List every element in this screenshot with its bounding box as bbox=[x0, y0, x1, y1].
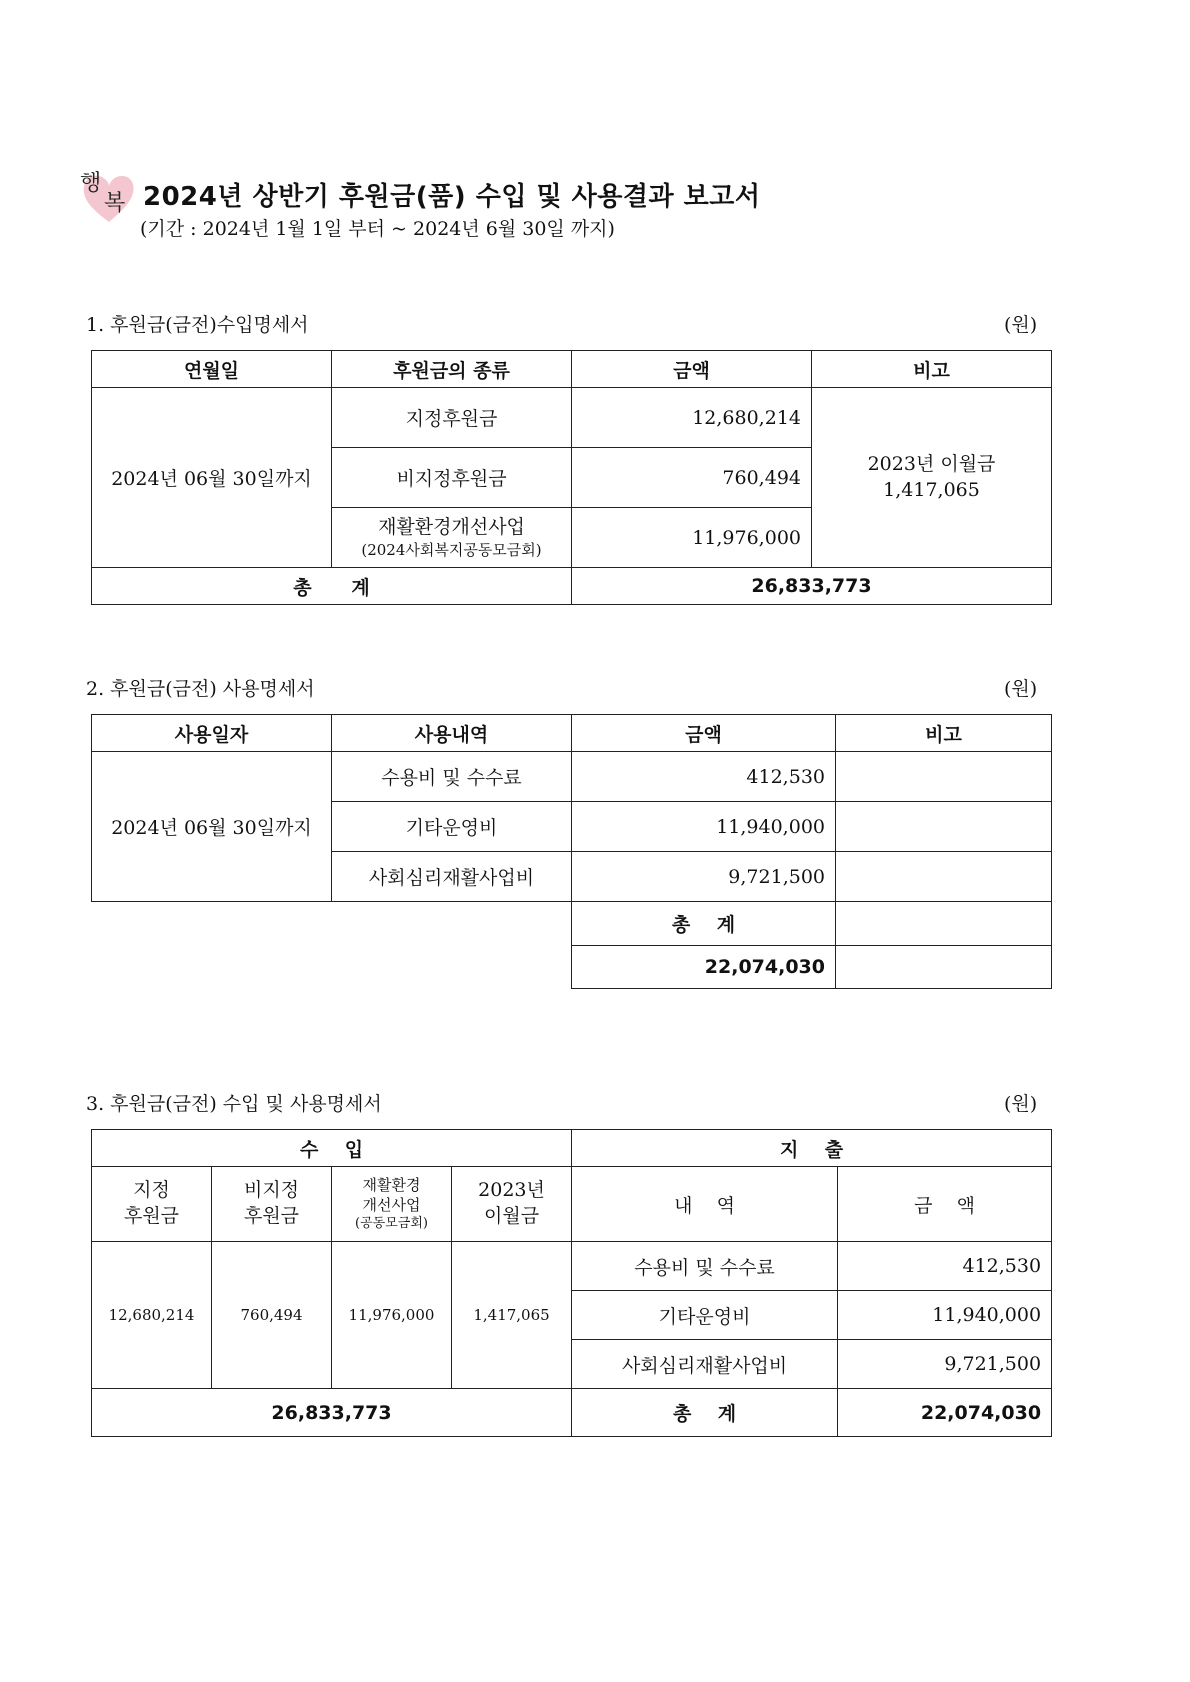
income-type: 재활환경개선사업 bbox=[378, 515, 525, 538]
logo-char-2: 복 bbox=[104, 191, 126, 216]
usage-item: 수용비 및 수수료 bbox=[332, 752, 572, 802]
expense-item: 기타운영비 bbox=[572, 1291, 838, 1340]
col-header-date: 연월일 bbox=[92, 351, 332, 388]
usage-note bbox=[836, 752, 1052, 802]
col-label: 비지정 bbox=[243, 1179, 300, 1202]
expense-item-header: 내 역 bbox=[572, 1167, 838, 1242]
income-col-carryover bbox=[452, 1167, 572, 1242]
income-total: 26,833,773 bbox=[92, 1389, 572, 1437]
expense-total: 22,074,030 bbox=[838, 1389, 1052, 1437]
usage-note bbox=[836, 802, 1052, 852]
col-label: 2023년 bbox=[478, 1179, 545, 1202]
page-title: 2024년 상반기 후원금(품) 수입 및 사용결과 보고서 bbox=[143, 182, 761, 212]
income-type-sub: (2024사회복지공동모금회) bbox=[361, 541, 542, 560]
income-amount: 12,680,214 bbox=[572, 388, 812, 448]
col-label: 재활환경 bbox=[362, 1175, 421, 1194]
income-col-designated bbox=[92, 1167, 212, 1242]
note-line-1: 2023년 이월금 bbox=[867, 452, 996, 475]
expense-amount: 11,940,000 bbox=[838, 1291, 1052, 1340]
usage-item: 사회심리재활사업비 bbox=[332, 852, 572, 902]
income-value: 12,680,214 bbox=[92, 1242, 212, 1389]
summary-table bbox=[91, 1129, 1052, 1437]
expense-header: 지 출 bbox=[572, 1130, 1052, 1167]
table-row bbox=[92, 388, 1052, 448]
col-label: 지정 bbox=[133, 1179, 170, 1202]
usage-amount: 412,530 bbox=[572, 752, 836, 802]
expense-total-label: 총 계 bbox=[572, 1389, 838, 1437]
col-header-amount: 금액 bbox=[572, 351, 812, 388]
expense-item: 수용비 및 수수료 bbox=[572, 1242, 838, 1291]
col-label: 후원금 bbox=[243, 1205, 300, 1227]
income-amount: 11,976,000 bbox=[572, 508, 812, 568]
note-line-2: 1,417,065 bbox=[883, 478, 980, 501]
table-row bbox=[92, 752, 1052, 802]
col-header-item: 사용내역 bbox=[332, 715, 572, 752]
col-label: 후원금 bbox=[123, 1205, 180, 1227]
total-note bbox=[836, 902, 1052, 946]
usage-note bbox=[836, 852, 1052, 902]
col-header-amount: 금액 bbox=[572, 715, 836, 752]
income-value: 1,417,065 bbox=[452, 1242, 572, 1389]
section2-title: 2. 후원금(금전) 사용명세서 bbox=[86, 678, 315, 700]
usage-item: 기타운영비 bbox=[332, 802, 572, 852]
logo-char-1: 행 bbox=[80, 171, 102, 196]
income-date: 2024년 06월 30일까지 bbox=[92, 388, 332, 568]
expense-amount: 9,721,500 bbox=[838, 1340, 1052, 1389]
section1-title: 1. 후원금(금전)수입명세서 bbox=[86, 314, 309, 336]
col-label: 이월금 bbox=[483, 1205, 540, 1227]
income-type: 비지정후원금 bbox=[332, 448, 572, 508]
income-col-undesignated bbox=[212, 1167, 332, 1242]
expense-item: 사회심리재활사업비 bbox=[572, 1340, 838, 1389]
total-label: 총 계 bbox=[92, 568, 572, 605]
income-amount: 760,494 bbox=[572, 448, 812, 508]
col-header-note: 비고 bbox=[812, 351, 1052, 388]
income-type-cell bbox=[332, 508, 572, 568]
total-row bbox=[92, 1389, 1052, 1437]
income-value: 11,976,000 bbox=[332, 1242, 452, 1389]
expense-amount-header: 금 액 bbox=[838, 1167, 1052, 1242]
income-type: 지정후원금 bbox=[332, 388, 572, 448]
section3-title: 3. 후원금(금전) 수입 및 사용명세서 bbox=[86, 1093, 382, 1115]
expense-amount: 412,530 bbox=[838, 1242, 1052, 1291]
usage-amount: 11,940,000 bbox=[572, 802, 836, 852]
col-label: 개선사업 bbox=[362, 1196, 421, 1215]
logo bbox=[80, 164, 138, 228]
income-note bbox=[812, 388, 1052, 568]
total-label-row bbox=[92, 902, 1052, 946]
usage-date: 2024년 06월 30일까지 bbox=[92, 752, 332, 902]
income-col-rehab bbox=[332, 1167, 452, 1242]
report-period: (기간 : 2024년 1월 1일 부터 ~ 2024년 6월 30일 까지) bbox=[140, 218, 615, 240]
total-amount: 22,074,030 bbox=[572, 946, 836, 989]
income-header: 수 입 bbox=[92, 1130, 572, 1167]
col-header-note: 비고 bbox=[836, 715, 1052, 752]
col-header-date: 사용일자 bbox=[92, 715, 332, 752]
section2-unit: (원) bbox=[1004, 678, 1038, 700]
total-row bbox=[92, 946, 1052, 989]
table-row bbox=[92, 1242, 1052, 1291]
section3-unit: (원) bbox=[1004, 1093, 1038, 1115]
col-label: (공동모금회) bbox=[355, 1216, 428, 1232]
usage-table bbox=[91, 714, 1052, 989]
total-amount: 26,833,773 bbox=[572, 568, 1052, 605]
section1-unit: (원) bbox=[1004, 314, 1038, 336]
income-value: 760,494 bbox=[212, 1242, 332, 1389]
total-note bbox=[836, 946, 1052, 989]
usage-amount: 9,721,500 bbox=[572, 852, 836, 902]
total-row bbox=[92, 568, 1052, 605]
col-header-type: 후원금의 종류 bbox=[332, 351, 572, 388]
total-label: 총 계 bbox=[572, 902, 836, 946]
income-table bbox=[91, 350, 1052, 605]
